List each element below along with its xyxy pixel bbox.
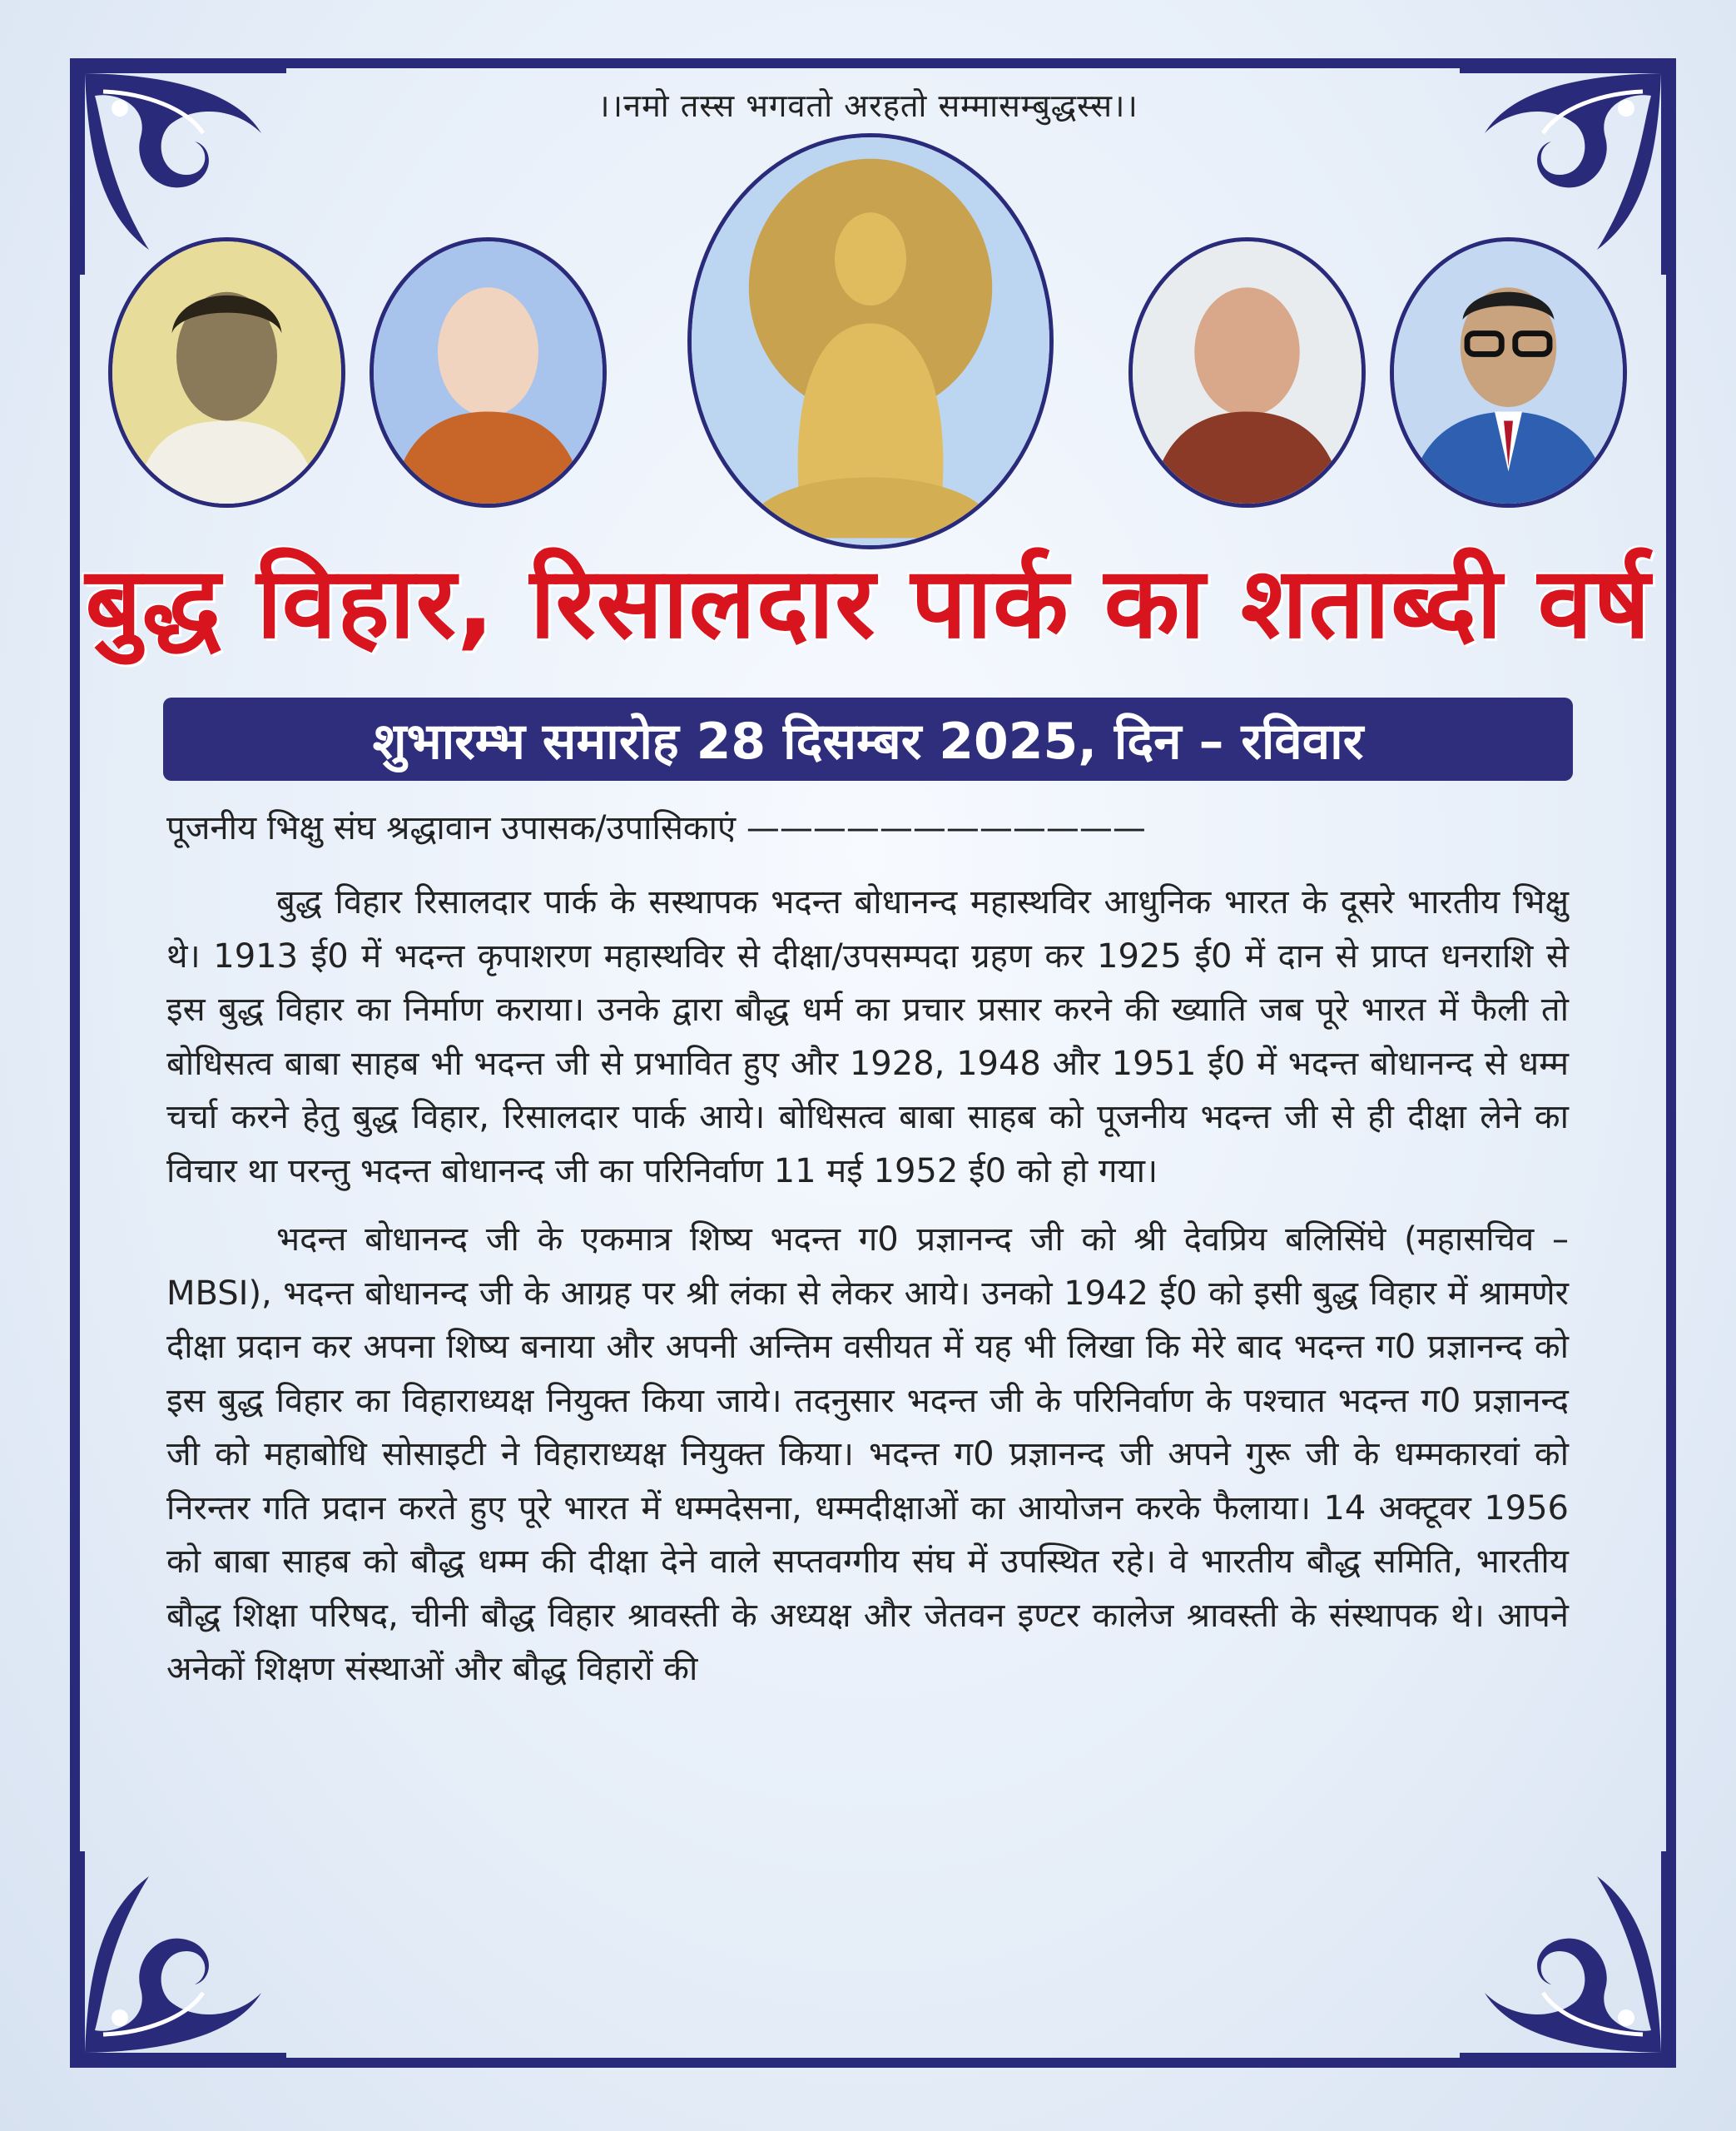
page-title: बुद्ध विहार, रिसालदार पार्क का शताब्दी वर्ष [85, 545, 1651, 660]
paragraph: बुद्ध विहार रिसालदार पार्क के सस्थापक भदन्त बोधानन्द महास्थविर आधुनिक भारत के दूसरे भारतीय भिक्षु थे। 1913 ई0 में भदन्त कृपाशरण महास्थविर से दीक्षा/उपसम्पदा ग्रहण कर 1925 ई0 में दान से प्राप्त धनराशि से इस बुद्ध विहार का निर्माण कराया। उनके द्वारा बौद्ध धर्म का प्रचार प्रसार करने की ख्याति जब पूरे भारत में फैली तो बोधिसत्व बाबा साहब भी भदन्त जी से प्रभावित हुए और 1928, 1948 और 1951 ई0 में भदन्त बोधानन्द से धम्म चर्चा करने हेतु बुद्ध विहार, रिसालदार पार्क आये। बोधिसत्व बाबा साहब को पूजनीय भदन्त जी से ही दीक्षा लेने का विचार था परन्तु भदन्त बोधानन्द जी का परिनिर्वाण 11 मई 1952 ई0 को हो गया। [166, 883, 1569, 1190]
corner-ornament-icon [1460, 1851, 1676, 2068]
buddha-statue-icon [687, 133, 1054, 549]
paragraph: भदन्त बोधानन्द जी के एकमात्र शिष्य भदन्त ग0 प्रज्ञानन्द जी को श्री देवप्रिय बलिसिंघे (महासचिव – MBSI), भदन्त बोधानन्द जी के आग्रह पर श्री लंका से लेकर आये। उनको 1942 ई0 को इसी बुद्ध विहार में श्रामणेर दीक्षा प्रदान कर अपना शिष्य बनाया और अपनी अन्तिम वसीयत में यह भी लिखा कि मेरे बाद भदन्त ग0 प्रज्ञानन्द को इस बुद्ध विहार का विहाराध्यक्ष नियुक्त किया जाये। तदनुसार भदन्त जी के परिनिर्वाण के पश्चात भदन्त ग0 प्रज्ञानन्द जी को महाबोधि सोसाइटी ने विहाराध्यक्ष नियुक्त किया। भदन्त ग0 प्रज्ञानन्द जी अपने गुरू जी के धम्मकारवां को निरन्तर गति प्रदान करते हुए पूरे भारत में धम्मदेसना, धम्मदीक्षाओं का आयोजन करके फैलाया। 14 अक्टूवर 1956 को बाबा साहब को बौद्ध धम्म की दीक्षा देने वाले सप्तवग्गीय संघ में उपस्थित रहे। वे भारतीय बौद्ध समिति, भारतीय बौद्ध शिक्षा परिषद, चीनी बौद्ध विहार श्रावस्ती के अध्यक्ष और जेतवन इण्टर कालेज श्रावस्ती के संस्थापक थे। आपने अनेकों शिक्षण संस्थाओं और बौद्ध विहारों की [166, 1220, 1569, 1688]
salutation-text: पूजनीय भिक्षु संघ श्रद्धावान उपासक/उपासिकाएं ———————————— [166, 809, 1146, 847]
portrait-ambedkar-icon [1390, 237, 1627, 508]
portrait-man-icon [108, 237, 345, 508]
event-date-banner [163, 698, 1573, 781]
body-text [166, 876, 1569, 1711]
portrait-elder-monk-icon [1128, 237, 1366, 508]
invocation-text: ।।नमो तस्स भगवतो अरहतो सम्मासम्बुद्धस्स।। [598, 87, 1138, 124]
portrait-monk-icon [370, 237, 607, 508]
corner-ornament-icon [70, 1851, 286, 2068]
event-date-text: शुभारम्भ समारोह 28 दिसम्बर 2025, दिन – रविवार [372, 713, 1364, 771]
